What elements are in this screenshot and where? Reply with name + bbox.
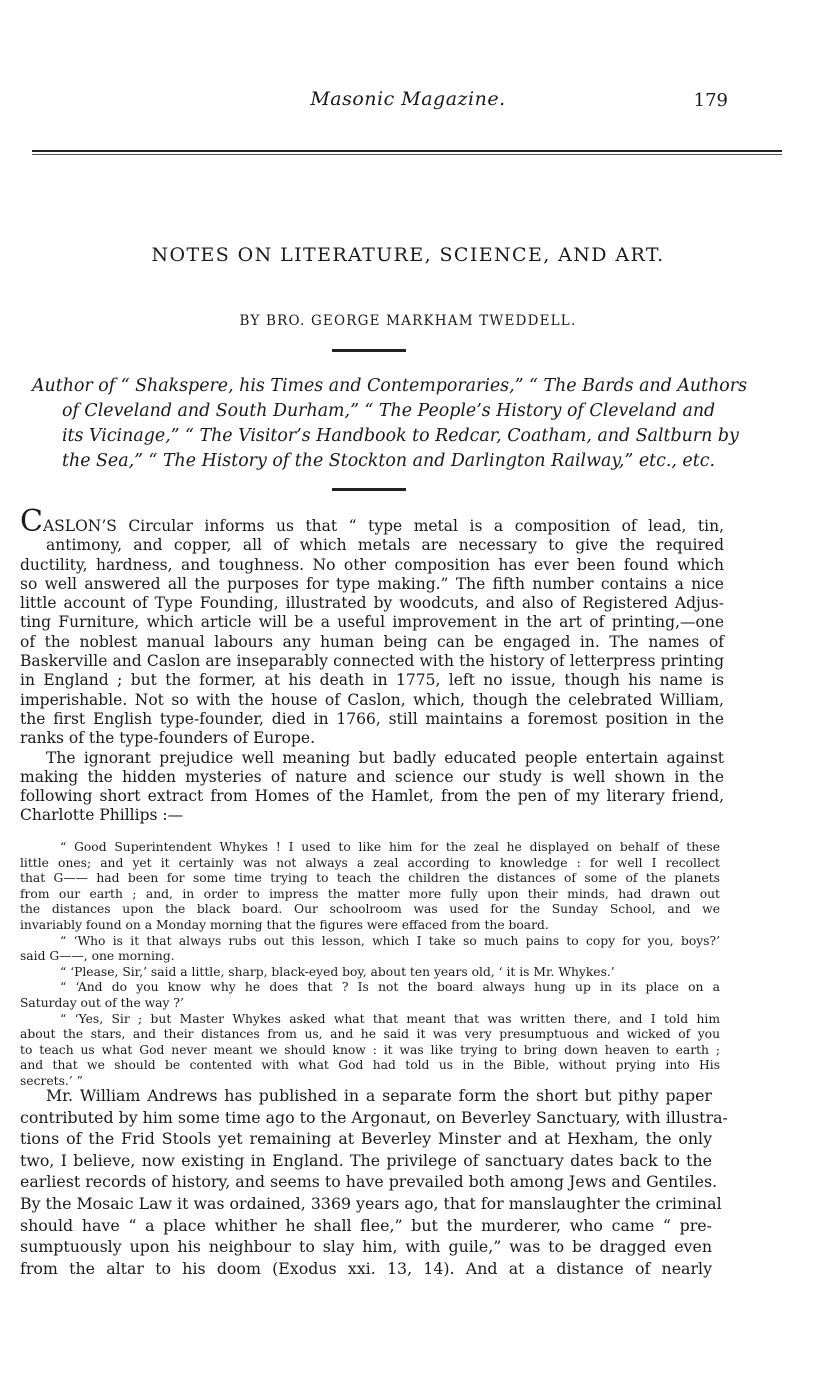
paragraph-line: sumptuously upon his neighbour to slay him, with guile,” was to be dragged even <box>20 1237 712 1257</box>
paragraph-line: Charlotte Phillips :— <box>20 806 184 825</box>
quote-line: secrets.’ ” <box>20 1073 83 1088</box>
quote-line: little ones; and yet it certainly was not always a zeal according to knowledge : for well I recollect <box>20 855 720 870</box>
quote-line: said G——, one morning. <box>20 949 175 964</box>
author-note-line: its Vicinage,” “ The Visitor’s Handbook to Redcar, Coatham, and Saltburn by <box>62 426 739 446</box>
paragraph-line: making the hidden mysteries of nature and science our study is well shown in the <box>20 767 724 786</box>
paragraph-line: ASLON’S Circular informs us that “ type metal is a composition of lead, tin, <box>42 517 724 535</box>
paragraph-line: two, I believe, now existing in England. The privilege of sanctuary dates back to the <box>20 1150 712 1170</box>
quote-line: about the stars, and their distances from us, and he said it was very presumptuous and wicked of you <box>20 1027 720 1042</box>
quote-line: the distances upon the black board. Our schoolroom was used for the Sunday School, and we <box>20 902 720 917</box>
quote-line: from our earth ; and, in order to impress the matter more fully upon their minds, had drawn out <box>20 886 720 901</box>
quote-line: invariably found on a Monday morning that the figures were effaced from the board. <box>20 917 549 932</box>
quote-line: “ ‘Yes, Sir ; but Master Whykes asked what that meant that was written there, and I told him <box>60 1011 720 1026</box>
paragraph-caslon <box>20 504 724 826</box>
paragraph-line: tions of the Frid Stools yet remaining at Beverley Minster and at Hexham, the only <box>20 1129 712 1149</box>
block-quote <box>20 840 720 1090</box>
paragraph-line: in England ; but the former, at his death in 1775, left no issue, though his name is <box>20 671 724 690</box>
paragraph-line: By the Mosaic Law it was ordained, 3369 years ago, that for manslaughter the criminal <box>20 1193 722 1213</box>
paragraph-line: should have “ a place whither he shall flee,” but the murderer, who came “ pre- <box>20 1215 712 1235</box>
paragraph-line: so well answered all the purposes for type making.” The fifth number contains a nice <box>20 574 724 593</box>
author-note-line: Author of “ Shakspere, his Times and Contemporaries,” “ The Bards and Authors <box>32 376 748 396</box>
divider-rule <box>332 488 406 491</box>
quote-line: Saturday out of the way ?’ <box>20 995 184 1010</box>
quote-line: “ ‘Please, Sir,’ said a little, sharp, black-eyed boy, about ten years old, ‘ it is Mr. Whykes.’ <box>60 964 615 979</box>
quote-line: that G—— had been for some time trying to teach the children the distances of some of the planets <box>20 871 720 886</box>
author-credentials <box>32 374 754 474</box>
divider-rule <box>332 349 406 352</box>
paragraph-line: ranks of the type-founders of Europe. <box>20 729 316 748</box>
journal-title: Masonic Magazine. <box>310 88 506 110</box>
paragraph-line: earliest records of history, and seems to have prevailed both among Jews and Gentiles. <box>20 1172 718 1192</box>
paragraph-line: the first English type-founder, died in 1766, still maintains a foremost position in the <box>20 709 724 728</box>
author-note-line: the Sea,” “ The History of the Stockton and Darlington Railway,” etc., etc. <box>62 451 715 471</box>
article-title: NOTES ON LITERATURE, SCIENCE, AND ART. <box>151 244 665 266</box>
paragraph-line: imperishable. Not so with the house of Caslon, which, though the celebrated William, <box>20 690 724 709</box>
paragraph-line: little account of Type Founding, illustrated by woodcuts, and also of Registered Adjus- <box>20 594 724 613</box>
paragraph-line: Mr. William Andrews has published in a separate form the short but pithy paper <box>46 1086 712 1105</box>
quote-line: “ Good Superintendent Whykes ! I used to like him for the zeal he displayed on behalf of these <box>60 840 720 854</box>
quote-line: to teach us what God never meant we should know : it was like trying to bring down heaven to earth ; <box>20 1042 720 1057</box>
quote-line: “ ‘Who is it that always rubs out this lesson, which I take so much pains to copy for you, boys?’ <box>60 933 720 948</box>
paragraph-line: following short extract from Homes of the Hamlet, from the pen of my literary friend, <box>20 787 724 806</box>
paragraph-line: of the noblest manual labours any human being can be engaged in. The names of <box>20 632 724 651</box>
header-rule <box>32 150 782 152</box>
header-rule-thin <box>32 154 782 155</box>
author-note-line: of Cleveland and South Durham,” “ The People’s History of Cleveland and <box>62 401 716 421</box>
page-number: 179 <box>693 90 728 111</box>
paragraph-line: Baskerville and Caslon are inseparably connected with the history of letterpress printing <box>20 652 724 671</box>
quote-line: “ ‘And do you know why he does that ? Is not the board always hung up in its place on a <box>60 980 720 995</box>
running-head <box>0 88 816 118</box>
paragraph-line: antimony, and copper, all of which metals are necessary to give the required <box>46 536 724 555</box>
paragraph-line: ting Furniture, which article will be a useful improvement in the art of printing,—one <box>20 613 724 632</box>
drop-cap: C <box>20 504 43 539</box>
paragraph-line: contributed by him some time ago to the Argonaut, on Beverley Sanctuary, with illustra- <box>20 1107 728 1127</box>
paragraph-line: The ignorant prejudice well meaning but badly educated people entertain against <box>46 748 724 767</box>
article-byline: BY BRO. GEORGE MARKHAM TWEDDELL. <box>239 313 577 329</box>
quote-line: and that we should be contented with what God had told us in the Bible, without prying into His <box>20 1058 720 1073</box>
paragraph-line: ductility, hardness, and toughness. No other composition has ever been found which <box>20 555 724 574</box>
paragraph-andrews <box>20 1085 728 1279</box>
paragraph-line: from the altar to his doom (Exodus xxi. 13, 14). And at a distance of nearly <box>20 1258 712 1278</box>
